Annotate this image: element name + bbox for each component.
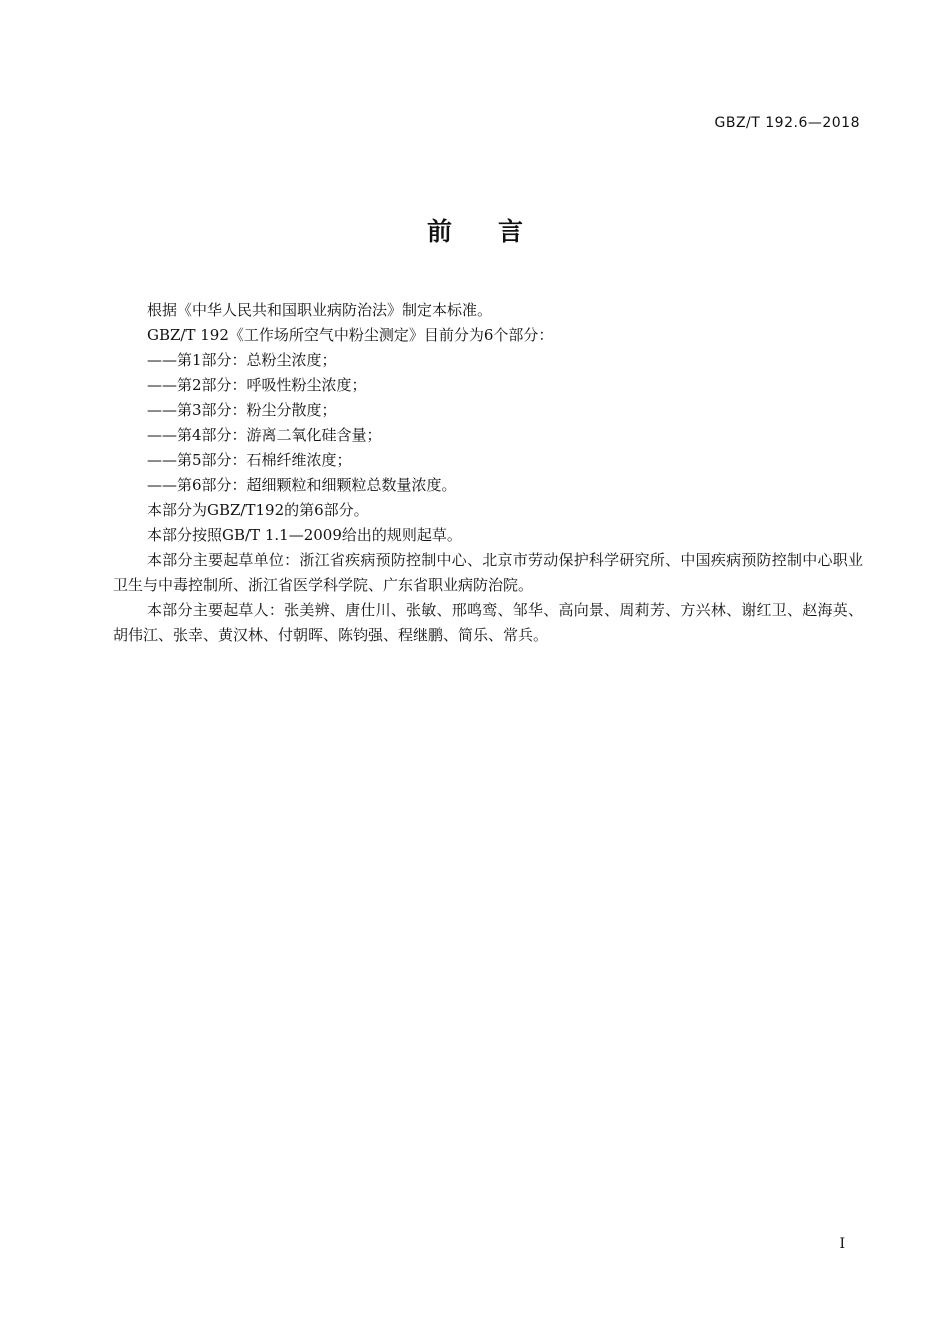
- title-char-2: 言: [498, 217, 524, 246]
- foreword-body: [113, 298, 863, 648]
- list-item-part-3: ——第3部分：粉尘分散度；: [147, 401, 337, 419]
- list-item-part-2: ——第2部分：呼吸性粉尘浓度；: [147, 376, 367, 394]
- paragraph-parts-intro: GBZ/T 192《工作场所空气中粉尘测定》目前分为6个部分：: [147, 326, 554, 344]
- document-code: GBZ/T 192.6—2018: [714, 115, 860, 131]
- paragraph-drafters: 本部分主要起草人：张美辨、唐仕川、张敏、邢鸣鸾、邹华、高向景、周莉芳、方兴林、谢红卫、赵海英、胡伟江、张幸、黄汉林、付朝晖、陈钧强、程继鹏、简乐、常兵。: [113, 601, 863, 644]
- paragraph-drafting-rules: 本部分按照GB/T 1.1—2009给出的规则起草。: [147, 526, 462, 544]
- page-number: I: [839, 1236, 845, 1252]
- list-item-part-5: ——第5部分：石棉纤维浓度；: [147, 451, 352, 469]
- page-title: [0, 212, 950, 248]
- list-item-part-4: ——第4部分：游离二氧化硅含量；: [147, 426, 382, 444]
- paragraph-drafting-units: 本部分主要起草单位：浙江省疾病预防控制中心、北京市劳动保护科学研究所、中国疾病预防控制中心职业卫生与中毒控制所、浙江省医学科学院、广东省职业病防治院。: [113, 551, 863, 594]
- paragraph-this-part: 本部分为GBZ/T192的第6部分。: [147, 501, 369, 519]
- title-char-1: 前: [426, 217, 452, 246]
- paragraph-legal-basis: 根据《中华人民共和国职业病防治法》制定本标准。: [147, 301, 493, 319]
- list-item-part-1: ——第1部分：总粉尘浓度；: [147, 351, 337, 369]
- list-item-part-6: ——第6部分：超细颗粒和细颗粒总数量浓度。: [147, 476, 457, 494]
